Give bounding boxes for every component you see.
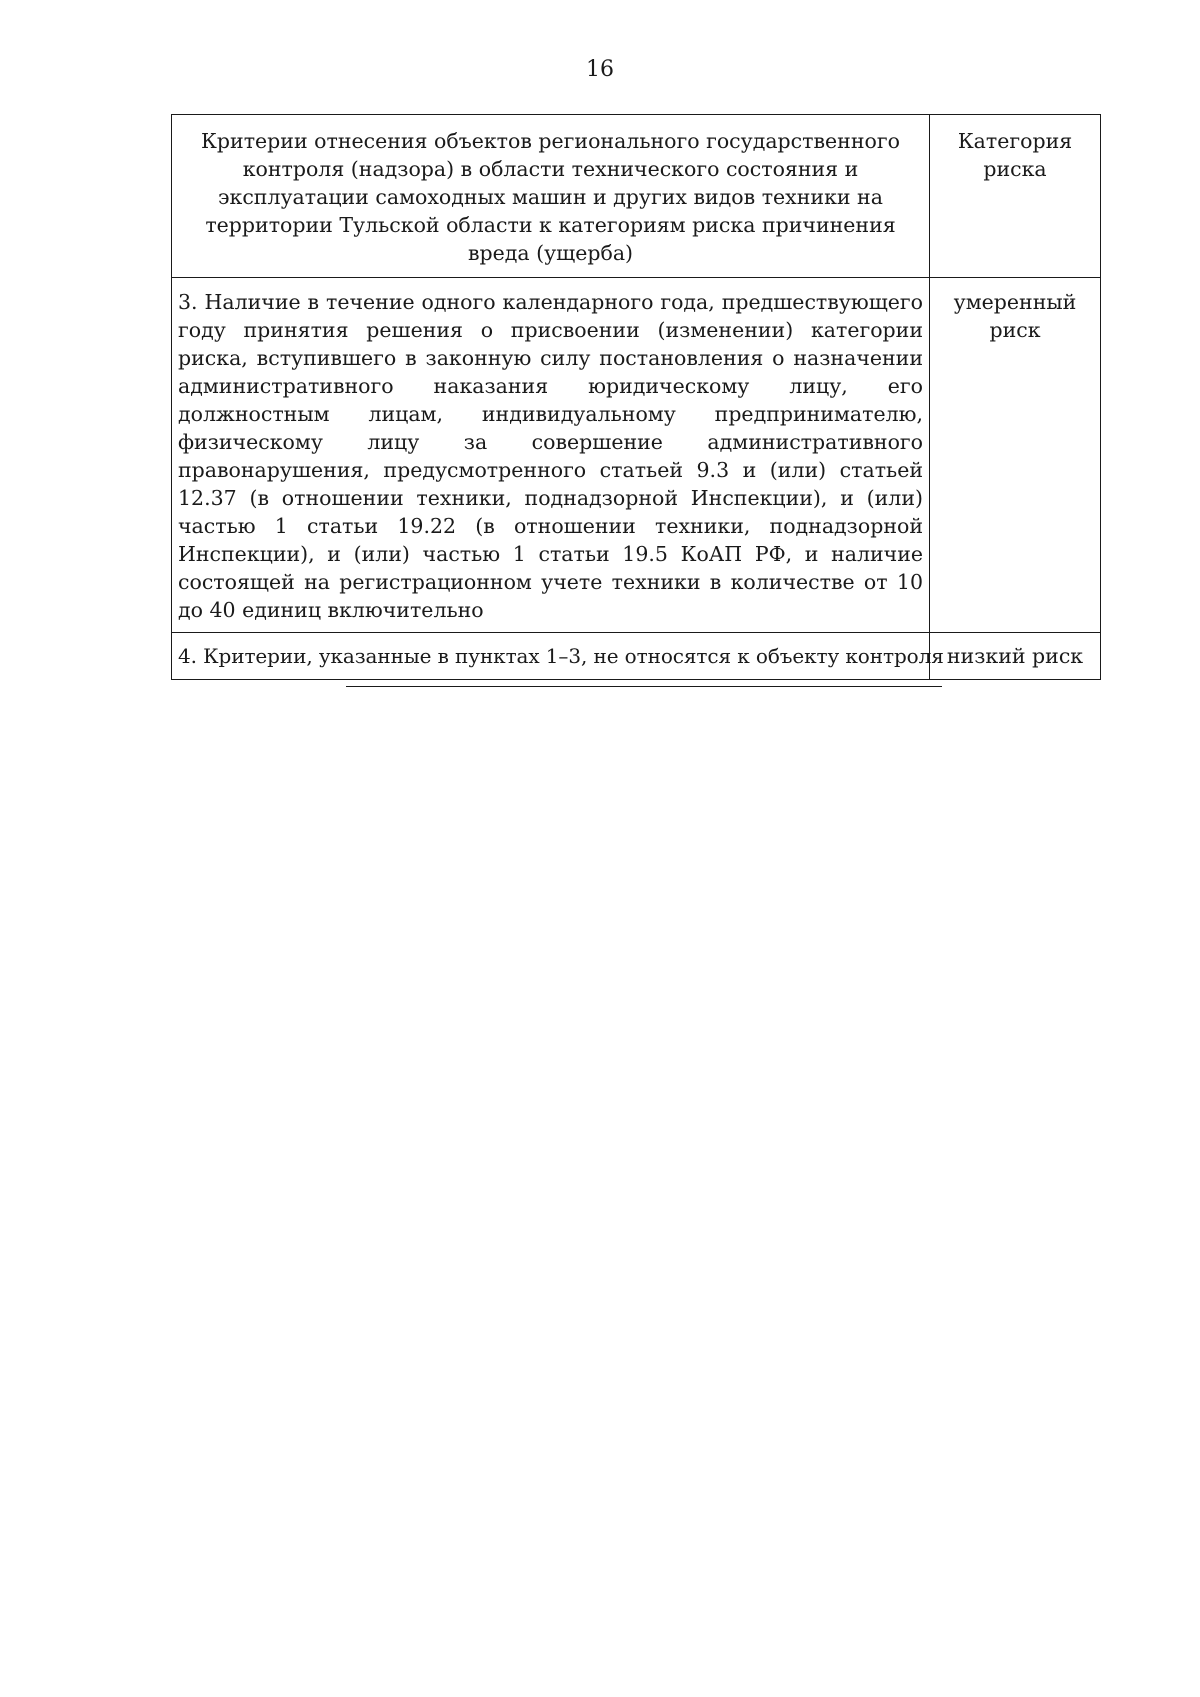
end-of-document-rule [346, 686, 942, 687]
table-header-row [172, 115, 1101, 278]
category-cell: умеренный риск [930, 278, 1101, 633]
category-cell: низкий риск [930, 633, 1101, 680]
risk-criteria-table [171, 114, 1101, 680]
criteria-cell: 4. Критерии, указанные в пунктах 1–3, не относятся к объекту контроля [172, 633, 930, 680]
table-row [172, 278, 1101, 633]
header-criteria: Критерии отнесения объектов регионального государственного контроля (надзора) в области технического состояния и эксплуатации самоходных машин и других видов техники на территории Тульской области к категориям риска причинения вреда (ущерба) [172, 115, 930, 278]
criteria-cell: 3. Наличие в течение одного календарного года, предшествующего году принятия решения о присвоении (изменении) категории риска, вступившего в законную силу постановления о назначении административного наказания юридическому лицу, его должностным лицам, индивидуальному предпринимателю, физическому лицу за совершение административного правонарушения, предусмотренного статьей 9.3 и (или) статьей 12.37 (в отношении техники, поднадзорной Инспекции), и (или) частью 1 статьи 19.22 (в отношении техники, поднадзорной Инспекции), и (или) частью 1 статьи 19.5 КоАП РФ, и наличие состоящей на регистрационном учете техники в количестве от 10 до 40 единиц включительно [172, 278, 930, 633]
page-number: 16 [586, 57, 614, 82]
header-category: Категория риска [930, 115, 1101, 278]
table-row [172, 633, 1101, 680]
